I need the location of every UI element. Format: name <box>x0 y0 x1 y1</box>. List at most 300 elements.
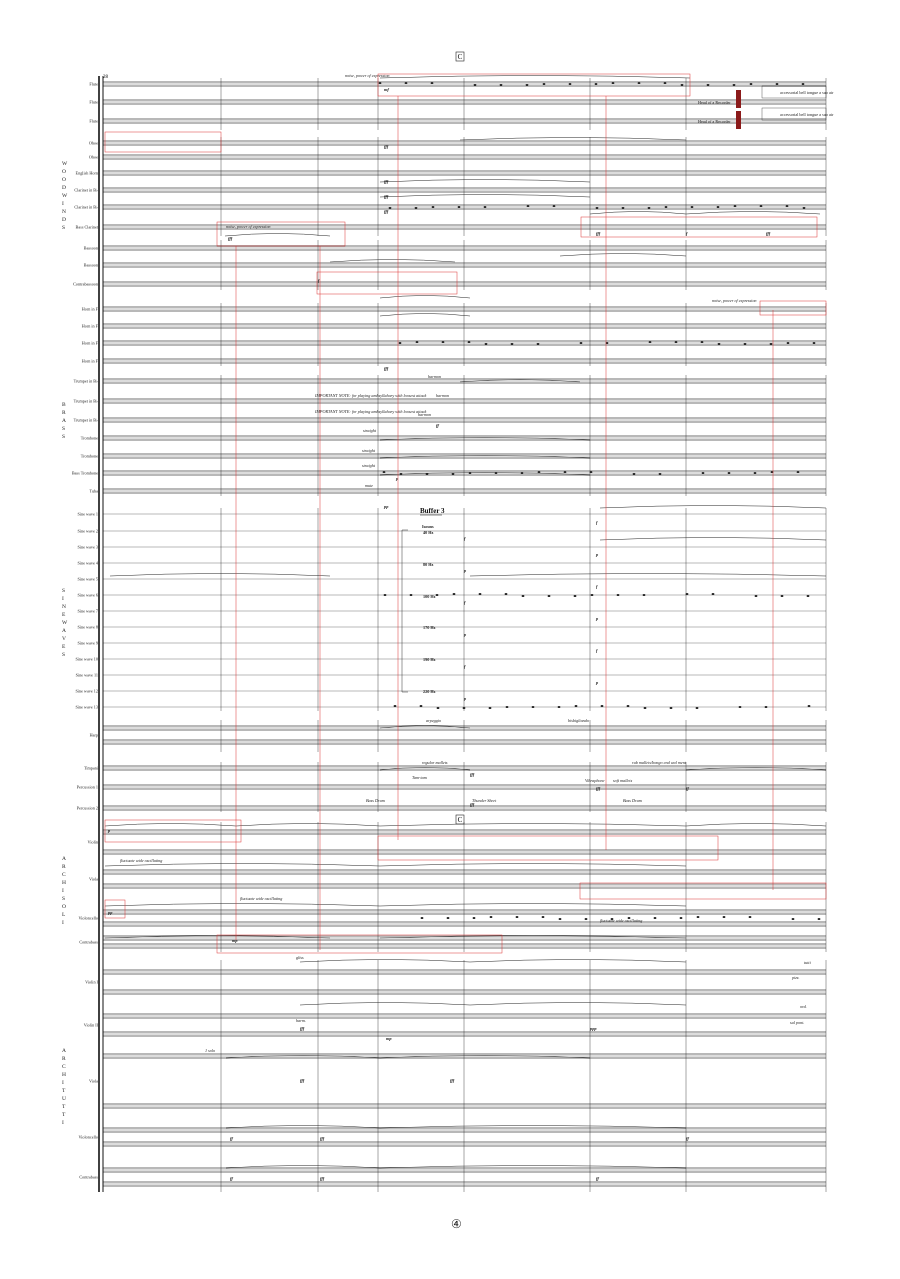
instrument-label-16: Trumpet in B♭ <box>73 378 98 384</box>
notehead-65 <box>744 343 747 345</box>
instrument-label-12: Horn in F <box>81 306 98 312</box>
dynamic-21: p <box>596 552 599 557</box>
tie-3 <box>380 195 590 198</box>
notehead-7 <box>750 83 753 85</box>
notehead-72 <box>675 341 678 343</box>
notehead-45 <box>564 471 567 473</box>
instrument-label-21: Bass Trombone <box>71 470 98 476</box>
instrument-label-14: Horn in F <box>81 340 98 346</box>
staff-13 <box>103 323 826 328</box>
notehead-32 <box>755 595 758 597</box>
staff-12 <box>103 306 826 311</box>
notehead-0 <box>379 82 382 84</box>
notehead-56 <box>707 84 710 86</box>
notehead-62 <box>585 918 588 920</box>
notehead-114 <box>701 341 704 343</box>
notehead-90 <box>749 916 752 918</box>
notehead-41 <box>792 918 795 920</box>
tie-6 <box>225 234 330 237</box>
notehead-52 <box>495 472 498 474</box>
dynamic-4: fff <box>384 209 389 214</box>
dynamic-19: p <box>464 696 467 701</box>
instrument-label-23: Sine wave 1 <box>77 511 98 517</box>
notehead-16 <box>787 342 790 344</box>
instrument-label-48: Contrabass <box>79 1174 98 1180</box>
svg-text:straight: straight <box>362 463 376 468</box>
notehead-102 <box>505 593 508 595</box>
dynamic-34: fff <box>300 1078 305 1083</box>
instrument-label-10: Bassoon <box>83 262 98 268</box>
notehead-26 <box>437 707 440 709</box>
notehead-119 <box>526 84 529 86</box>
instrument-label-28: Sine wave 6 <box>77 592 98 598</box>
instrument-label-4: Oboe <box>88 154 98 160</box>
dynamic-10: fff <box>384 366 389 371</box>
buffer-freq-1: 80 Hz <box>423 562 434 567</box>
dynamic-43: ff <box>596 1176 599 1181</box>
svg-text:tutti: tutti <box>804 960 811 965</box>
notehead-68 <box>463 707 466 709</box>
notehead-57 <box>760 205 763 207</box>
notehead-38 <box>633 473 636 475</box>
notehead-106 <box>717 206 720 208</box>
notehead-55 <box>654 917 657 919</box>
svg-text:Bass Drum: Bass Drum <box>623 798 642 803</box>
tie-10 <box>380 314 470 317</box>
staff-20 <box>103 453 826 458</box>
group-label-sine: S I N E W A V E S <box>62 588 68 658</box>
tie-35 <box>470 1003 686 1006</box>
staff-6 <box>103 187 826 192</box>
dynamic-36: fff <box>320 1136 325 1141</box>
svg-text:Tam-tam: Tam-tam <box>412 775 427 780</box>
notehead-8 <box>803 207 806 209</box>
instrument-label-22: Tuba <box>89 488 98 494</box>
buffer-freq-5: 220 Hz <box>423 689 436 694</box>
staff-11 <box>103 281 826 286</box>
notehead-39 <box>686 593 689 595</box>
svg-text:harmon: harmon <box>418 412 432 417</box>
dynamic-9: fff <box>766 231 771 236</box>
instrument-label-35: Sine wave 13 <box>75 704 98 710</box>
notehead-70 <box>569 83 572 85</box>
staff-0 <box>103 81 826 86</box>
instrument-label-5: English Horn <box>75 170 98 176</box>
staff-41 <box>103 869 826 888</box>
recorder-legend <box>698 86 834 129</box>
staff-15 <box>103 358 826 363</box>
legend-trans-1: accessorial bell tongue a suo air <box>780 90 834 95</box>
dynamic-24: f <box>596 648 598 653</box>
svg-text:harmon: harmon <box>436 393 450 398</box>
dynamic-23: p <box>596 616 599 621</box>
notehead-109 <box>436 594 439 596</box>
svg-text:straight: straight <box>362 448 376 453</box>
notehead-11 <box>522 595 525 597</box>
notehead-48 <box>723 916 726 918</box>
instrument-label-9: Bassoon <box>83 245 98 251</box>
buffer-freq-3: 170 Hz <box>423 625 436 630</box>
svg-text:noise, power of expression: noise, power of expression <box>345 73 390 78</box>
dynamic-33: fff <box>300 1026 305 1031</box>
tie-24 <box>380 824 686 827</box>
notehead-58 <box>813 342 816 344</box>
dynamic-0: mf <box>384 87 389 92</box>
legend-head-2: Head of a Recorder <box>698 119 731 124</box>
tie-15 <box>600 506 826 509</box>
group-label-brass: B R A S S <box>62 402 67 440</box>
tie-33 <box>470 960 686 963</box>
instrument-label-19: Trombone <box>80 435 98 441</box>
svg-text:fluctuate wide oscillating: fluctuate wide oscillating <box>240 896 283 901</box>
notehead-30 <box>649 341 652 343</box>
tie-17 <box>470 574 826 577</box>
notehead-85 <box>484 206 487 208</box>
staff-19 <box>103 435 826 440</box>
instrument-label-44: Violin I <box>85 979 98 985</box>
tie-1 <box>460 138 686 141</box>
legend-trans-2: accessorial bell tongue a suo air <box>780 112 834 117</box>
notehead-3 <box>538 471 541 473</box>
svg-text:straight: straight <box>363 428 377 433</box>
dynamic-16: f <box>464 600 466 605</box>
instrument-label-17: Trumpet in B♭ <box>73 398 98 404</box>
notehead-92 <box>415 207 418 209</box>
staff-18 <box>103 417 826 422</box>
dynamic-2: fff <box>384 179 389 184</box>
notehead-113 <box>648 207 651 209</box>
notehead-9 <box>416 341 419 343</box>
staff-46 <box>103 1053 826 1108</box>
notehead-21 <box>612 82 615 84</box>
notehead-20 <box>559 918 562 920</box>
staff-45 <box>103 1013 826 1036</box>
instrument-label-31: Sine wave 9 <box>77 640 98 646</box>
notehead-34 <box>421 917 424 919</box>
instrument-label-7: Clarinet in B♭ <box>74 204 98 210</box>
notehead-101 <box>452 473 455 475</box>
instrument-label-13: Horn in F <box>81 323 98 329</box>
svg-text:gliss: gliss <box>296 955 304 960</box>
notehead-95 <box>574 595 577 597</box>
notehead-105 <box>664 82 667 84</box>
notehead-116 <box>807 595 810 597</box>
notehead-29 <box>596 207 599 209</box>
svg-text:1 solo: 1 solo <box>205 1048 216 1053</box>
dynamic-37: ff <box>230 1176 233 1181</box>
dynamic-17: p <box>464 632 467 637</box>
notehead-99 <box>786 205 789 207</box>
instrument-label-39: Percussion 2 <box>76 805 98 811</box>
notehead-2 <box>485 343 488 345</box>
notehead-23 <box>718 343 721 345</box>
svg-text:harmon: harmon <box>428 374 442 379</box>
dynamic-20: f <box>596 520 598 525</box>
dynamic-15: p <box>464 568 467 573</box>
buffer-freq-2: 100 Hz <box>423 594 436 599</box>
staff-21 <box>103 470 826 475</box>
staff-10 <box>103 262 826 267</box>
tie-16 <box>600 538 826 541</box>
notehead-77 <box>500 84 503 86</box>
svg-text:ord.: ord. <box>800 1004 807 1009</box>
instrument-label-43: Contrabass <box>79 939 98 945</box>
instrument-label-20: Trombone <box>80 453 98 459</box>
svg-text:Bass Drum: Bass Drum <box>366 798 385 803</box>
notehead-100 <box>399 342 402 344</box>
notehead-107 <box>770 343 773 345</box>
dynamic-18: f <box>464 664 466 669</box>
tie-26 <box>105 864 380 867</box>
notehead-82 <box>765 706 768 708</box>
notehead-75 <box>394 705 397 707</box>
instrument-label-26: Sine wave 4 <box>77 560 98 566</box>
tie-38 <box>226 1126 380 1129</box>
page-number: ④ <box>451 1217 462 1231</box>
notehead-76 <box>447 917 450 919</box>
notehead-89 <box>696 707 699 709</box>
notehead-78 <box>553 205 556 207</box>
buffer-header: Isouns <box>422 524 434 529</box>
staff-4 <box>103 154 826 159</box>
notehead-118 <box>473 917 476 919</box>
notehead-40 <box>739 706 742 708</box>
notehead-5 <box>644 707 647 709</box>
notehead-111 <box>542 916 545 918</box>
svg-text:bisbigliando: bisbigliando <box>568 718 589 723</box>
notehead-112 <box>595 83 598 85</box>
svg-text:C: C <box>457 53 463 61</box>
tie-34 <box>300 1003 470 1006</box>
notehead-86 <box>537 343 540 345</box>
svg-text:IMPORTANT NOTE: for playing am: IMPORTANT NOTE: for playing ambsyllabary with loosest attack <box>315 393 427 398</box>
instrument-label-30: Sine wave 8 <box>77 624 98 630</box>
tie-39 <box>380 1126 686 1129</box>
svg-text:mute: mute <box>365 483 374 488</box>
staff-48 <box>103 1167 826 1186</box>
staff-43 <box>103 935 826 948</box>
instrument-label-46: Viola <box>88 1078 98 1084</box>
staff-16 <box>103 378 826 383</box>
notehead-66 <box>797 471 800 473</box>
dynamic-32: mp <box>232 938 238 943</box>
instrument-label-33: Sine wave 11 <box>75 672 98 678</box>
notehead-91 <box>802 83 805 85</box>
dynamic-22: f <box>596 584 598 589</box>
instrument-label-18: Trumpet in B♭ <box>73 417 98 423</box>
notehead-6 <box>697 916 700 918</box>
notehead-73 <box>728 472 731 474</box>
notehead-49 <box>776 83 779 85</box>
svg-text:fluctuate wide oscillating: fluctuate wide oscillating <box>600 918 643 923</box>
notehead-28 <box>543 83 546 85</box>
instrument-label-1: Flute <box>89 99 98 105</box>
notehead-54 <box>601 705 604 707</box>
dynamic-30: p <box>108 828 111 833</box>
tie-4 <box>590 212 686 215</box>
dynamic-25: p <box>596 680 599 685</box>
tie-22 <box>105 824 236 827</box>
instrument-label-32: Sine wave 10 <box>75 656 98 662</box>
notehead-47 <box>670 707 673 709</box>
instrument-label-24: Sine wave 2 <box>77 528 98 534</box>
tie-23 <box>236 824 380 827</box>
tie-27 <box>380 864 686 867</box>
instrument-label-37: Timpani <box>83 765 98 771</box>
tie-0 <box>380 76 690 79</box>
svg-text:IMPORTANT NOTE: for playing am: IMPORTANT NOTE: for playing ambsyllabary with loosest attack <box>315 409 427 414</box>
notehead-12 <box>575 705 578 707</box>
dynamic-11: ff <box>436 423 439 428</box>
notehead-74 <box>781 595 784 597</box>
buffer-block <box>402 507 445 694</box>
tie-25 <box>686 824 826 827</box>
notehead-71 <box>622 207 625 209</box>
tie-28 <box>105 904 380 907</box>
staff-9 <box>103 245 826 250</box>
tie-18 <box>110 574 330 577</box>
staff-5 <box>103 170 826 175</box>
instrument-label-2: Flute <box>89 118 98 124</box>
measure-number: 28 <box>103 75 108 80</box>
notehead-19 <box>506 706 509 708</box>
tie-2 <box>380 180 590 183</box>
instrument-label-0: Flute <box>89 81 98 87</box>
instrument-label-6: Clarinet in B♭ <box>74 187 98 193</box>
notehead-94 <box>521 472 524 474</box>
dynamic-39: mp <box>386 1036 392 1041</box>
notehead-60 <box>479 593 482 595</box>
staff-37 <box>103 765 826 770</box>
notehead-36 <box>527 205 530 207</box>
notehead-37 <box>580 342 583 344</box>
svg-text:noise, power of expression: noise, power of expression <box>712 298 757 303</box>
staff-44 <box>103 969 826 994</box>
notehead-35 <box>474 84 477 86</box>
staff-38 <box>103 784 826 789</box>
notehead-117 <box>420 705 423 707</box>
instrument-label-47: Violoncello <box>78 1134 98 1140</box>
svg-text:Thunder Sheet: Thunder Sheet <box>472 798 497 803</box>
dynamic-6: f <box>318 278 320 283</box>
instrument-label-8: Bass Clarinet <box>75 224 98 230</box>
notehead-67 <box>410 594 413 596</box>
instrument-label-36: Harp <box>89 732 98 738</box>
dynamic-28: fff <box>596 786 601 791</box>
notehead-44 <box>511 343 514 345</box>
dynamic-8: f <box>686 231 688 236</box>
dynamic-29: ff <box>686 786 689 791</box>
notehead-15 <box>734 205 737 207</box>
recorder-head-shape-1 <box>736 90 741 108</box>
svg-text:rub mallets/bongo end wal ment: rub mallets/bongo end wal ment <box>632 760 686 765</box>
group-label-woodwinds: W O O D W I N D S <box>62 161 68 231</box>
instrument-label-34: Sine wave 12 <box>75 688 98 694</box>
buffer-title: Buffer 3 <box>420 507 445 515</box>
notehead-10 <box>469 472 472 474</box>
svg-text:harm.: harm. <box>296 1018 306 1023</box>
tie-9 <box>380 296 470 299</box>
notehead-103 <box>558 706 561 708</box>
notehead-110 <box>489 707 492 709</box>
svg-text:arpeggio: arpeggio <box>426 718 442 723</box>
notehead-64 <box>691 206 694 208</box>
svg-text:regular mallets: regular mallets <box>422 760 448 765</box>
notehead-53 <box>548 595 551 597</box>
dynamic-26: fff <box>470 772 475 777</box>
notehead-18 <box>453 593 456 595</box>
notehead-63 <box>638 82 641 84</box>
instrument-label-11: Contrabassoon <box>73 281 98 287</box>
staff-39 <box>103 805 826 810</box>
buffer-freq-4: 190 Hz <box>423 657 436 662</box>
dynamic-1: fff <box>384 144 389 149</box>
notehead-61 <box>532 706 535 708</box>
notehead-98 <box>733 84 736 86</box>
instrument-label-40: Violin <box>87 839 98 845</box>
dynamic-5: fff <box>228 236 233 241</box>
dynamic-41: ppp <box>590 1026 597 1031</box>
tie-41 <box>380 1166 686 1169</box>
staff-17 <box>103 398 826 403</box>
notehead-22 <box>665 206 668 208</box>
recorder-head-shape-2 <box>736 111 741 129</box>
notehead-33 <box>808 705 811 707</box>
tie-40 <box>226 1166 380 1169</box>
dynamic-13: pp <box>384 504 389 509</box>
instrument-label-41: Viola <box>88 876 98 882</box>
legend-head-1: Head of a Recorder <box>698 100 731 105</box>
notehead-84 <box>431 82 434 84</box>
notehead-88 <box>643 594 646 596</box>
staff-47 <box>103 1127 826 1146</box>
dynamic-12: p <box>396 476 399 481</box>
dynamic-31: pp <box>108 910 113 915</box>
notehead-43 <box>458 206 461 208</box>
notehead-93 <box>468 341 471 343</box>
notehead-108 <box>383 471 386 473</box>
rehearsal-mark-top <box>456 52 464 61</box>
notehead-46 <box>617 594 620 596</box>
staff-14 <box>103 340 826 345</box>
staff-42 <box>103 909 826 926</box>
instrument-label-42: Violoncello <box>78 915 98 921</box>
dynamic-42: ff <box>686 1136 689 1141</box>
tie-8 <box>560 254 686 257</box>
notehead-50 <box>389 207 392 209</box>
notehead-59 <box>426 473 429 475</box>
svg-text:soft mallets: soft mallets <box>613 778 633 783</box>
tie-29 <box>380 904 686 907</box>
instrument-label-38: Percussion 1 <box>76 784 98 790</box>
instrument-label-15: Horn in F <box>81 358 98 364</box>
instrument-label-25: Sine wave 3 <box>77 544 98 550</box>
notehead-51 <box>442 341 445 343</box>
dynamic-14: f <box>464 536 466 541</box>
instrument-label-29: Sine wave 7 <box>77 608 98 614</box>
dynamic-7: fff <box>596 231 601 236</box>
notehead-25 <box>384 594 387 596</box>
dynamic-40: fff <box>450 1078 455 1083</box>
notehead-96 <box>627 705 630 707</box>
notehead-69 <box>516 916 519 918</box>
svg-text:Vibraphone: Vibraphone <box>585 778 605 783</box>
rehearsal-mark-mid <box>456 815 464 824</box>
tie-7 <box>330 260 455 263</box>
notehead-83 <box>818 918 821 920</box>
svg-text:C: C <box>457 816 463 824</box>
staff-22 <box>103 488 826 493</box>
